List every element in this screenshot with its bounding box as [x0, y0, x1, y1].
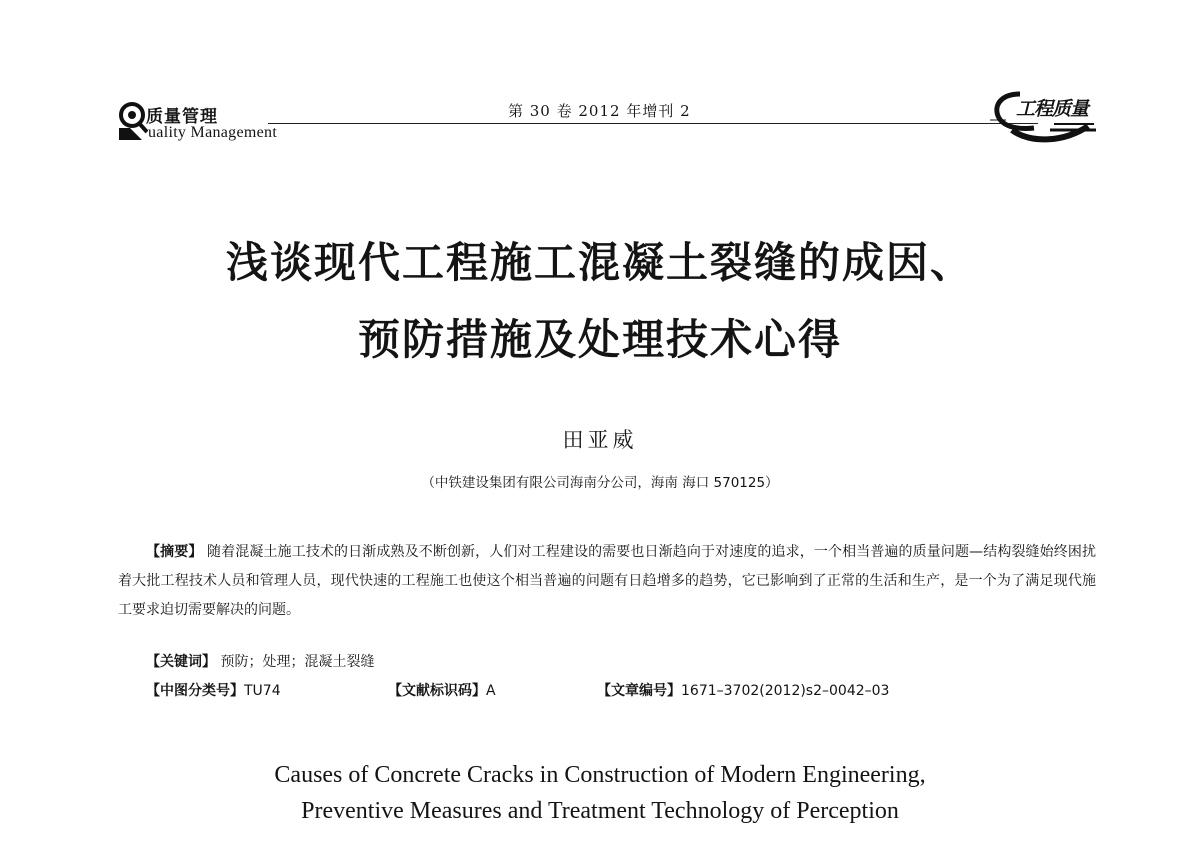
document-code [388, 680, 496, 700]
author-affiliation: （中铁建设集团有限公司海南分公司，海南 海口 570125） [421, 475, 779, 491]
english-title-line-1: Causes of Concrete Cracks in Construction of Modern Engineering, [274, 762, 926, 788]
abstract-paragraph [118, 538, 1096, 625]
abstract-label: 【摘要】 [146, 544, 203, 560]
header-rule [268, 123, 1038, 124]
document-code-label: 【文献标识码】 [388, 683, 486, 699]
keywords-text: 预防；处理；混凝土裂缝 [220, 654, 375, 670]
journal-logo-icon [118, 100, 148, 140]
clc-number [146, 680, 281, 700]
article-title-line-2: 预防措施及处理技术心得 [357, 315, 842, 364]
document-code-value: A [486, 683, 496, 699]
keywords-line [146, 651, 374, 671]
publisher-logo-text: 工程质量 [1016, 98, 1089, 120]
author-name: 田亚威 [562, 428, 638, 452]
journal-header [118, 96, 1100, 156]
section-title-cn: 质量管理 [146, 107, 218, 127]
section-title-en: uality Management [148, 124, 278, 141]
article-number-label: 【文章编号】 [597, 683, 681, 699]
clc-label: 【中图分类号】 [146, 683, 244, 699]
publisher-logo [990, 90, 1100, 146]
abstract-text: 随着混凝土施工技术的日渐成熟及不断创新，人们对工程建设的需要也日渐趋向于对速度的追求，一个相当普遍的质量问题—结构裂缝始终困扰着大批工程技术人员和管理人员，现代快速的工程施工也使这个相当普遍的问题有日趋增多的趋势，它已影响到了正常的生活和生产，是一个为了满足现代施工要求迫切需要解决的问题。 [118, 544, 1097, 618]
english-title-line-2: Preventive Measures and Treatment Technology of Perception [301, 798, 899, 824]
article-number [597, 680, 889, 700]
article-number-value: 1671–3702(2012)s2–0042–03 [681, 683, 890, 699]
clc-value: TU74 [244, 683, 281, 699]
article-title-line-1: 浅谈现代工程施工混凝土裂缝的成因、 [225, 238, 974, 287]
keywords-label: 【关键词】 [146, 654, 216, 670]
issue-info: 第 30 卷 2012 年增刊 2 [508, 102, 691, 120]
